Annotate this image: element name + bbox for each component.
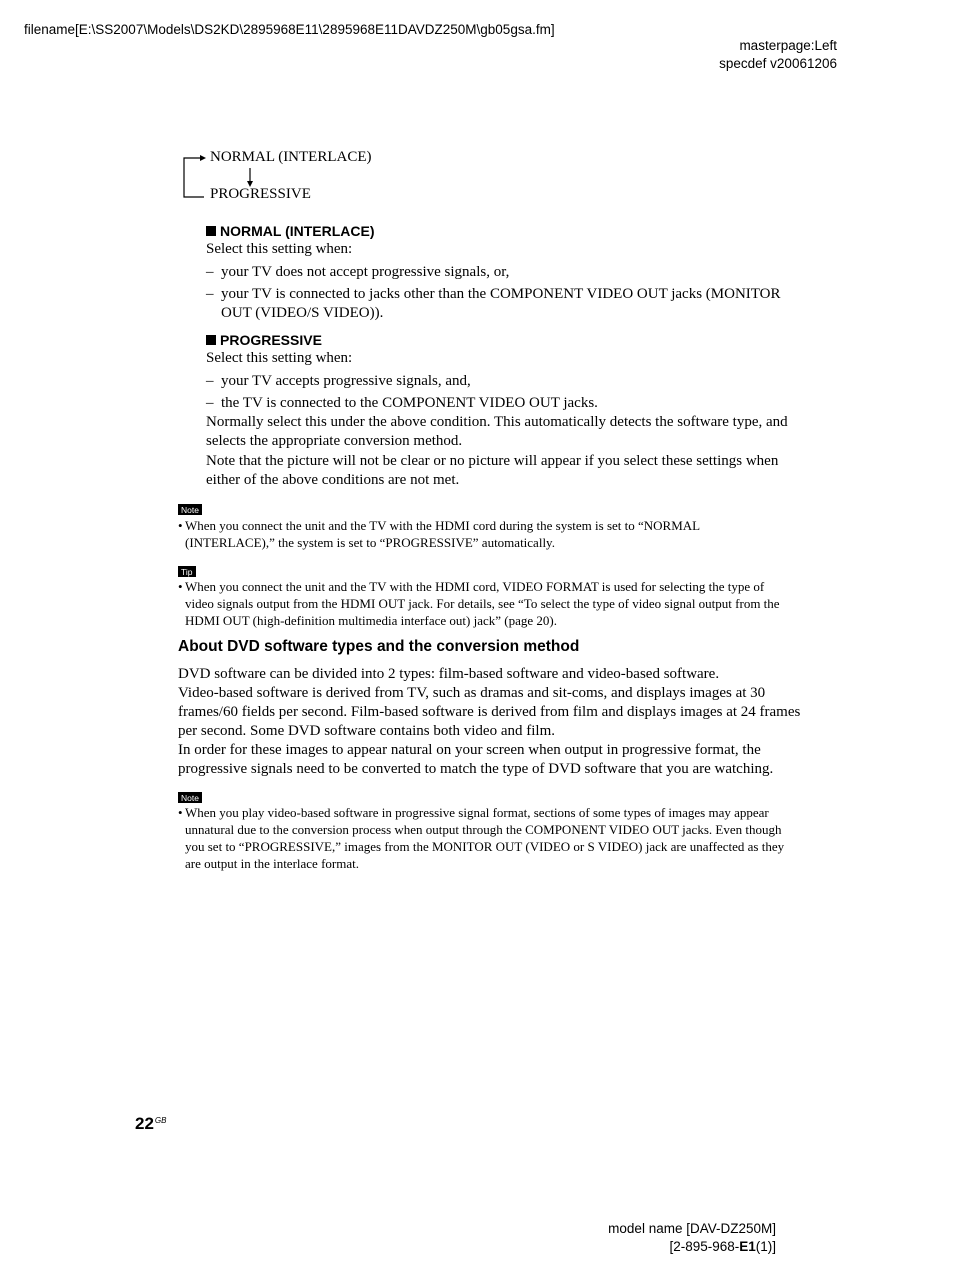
list-item: – your TV accepts progressive signals, and, xyxy=(206,373,471,389)
footer-model-name: model name [DAV-DZ250M] xyxy=(608,1221,776,1236)
square-bullet-icon xyxy=(206,226,216,236)
list-item: – your TV is connected to jacks other than the COMPONENT VIDEO OUT jacks (MONITOR OUT (VIDEO/S VIDEO)). xyxy=(206,286,781,321)
section-line: frames/60 fields per second. Film-based software is derived from film and displays images at 24 frames xyxy=(178,704,801,720)
diagram-label-progressive: PROGRESSIVE xyxy=(210,186,311,202)
progressive-paragraph-2: Note that the picture will not be clear or no picture will appear if you select these settings when either of the above conditions are not met. xyxy=(206,453,779,488)
note-2-text: • When you play video-based software in progressive signal format, sections of some types of images may appear unnatural due to the conversion process when output through the COMPONENT VIDEO OUT jacks. Even though you set to “PROGRESSIVE,” images from the MONITOR OUT (VIDEO or S VIDEO) jack are unaffected as they are output in the interlace format. xyxy=(178,805,785,871)
square-bullet-icon xyxy=(206,335,216,345)
section-line: progressive signals need to be converted to match the type of DVD software that you are watching. xyxy=(178,761,774,777)
section-line: per second. Some DVD software contains both video and film. xyxy=(178,723,555,739)
tip-badge: Tip xyxy=(178,566,196,577)
note-badge: Note xyxy=(178,504,202,515)
section-body xyxy=(178,665,800,779)
setting-cycle-diagram xyxy=(178,146,408,208)
list-item: – your TV does not accept progressive signals, or, xyxy=(206,264,510,280)
progressive-paragraph-1: Normally select this under the above condition. This automatically detects the software type, and selects the appropriate conversion method. xyxy=(206,414,788,449)
header-masterpage-block xyxy=(719,37,837,73)
section-line: Video-based software is derived from TV, such as dramas and sit-coms, and displays images at 30 xyxy=(178,685,766,701)
header-filename: filename[E:\SS2007\Models\DS2KD\2895968E11\2895968E11DAVDZ250M\gb05gsa.fm] xyxy=(24,22,555,37)
header-masterpage: masterpage:Left xyxy=(739,38,837,53)
normal-heading: NORMAL (INTERLACE) xyxy=(206,223,375,239)
normal-intro: Select this setting when: xyxy=(206,241,353,257)
section-title: About DVD software types and the conversion method xyxy=(178,638,580,655)
footer-part-code: [2-895-968-E1(1)] xyxy=(669,1239,776,1254)
list-item: – the TV is connected to the COMPONENT VIDEO OUT jacks. xyxy=(206,395,598,411)
note-badge: Note xyxy=(178,792,202,803)
header-specdef: specdef v20061206 xyxy=(719,56,837,71)
progressive-heading: PROGRESSIVE xyxy=(206,332,322,348)
page-number: $22^{GB}$ xyxy=(135,1114,167,1133)
section-line: DVD software can be divided into 2 types: film-based software and video-based software. xyxy=(178,666,720,682)
note-1-text: • When you connect the unit and the TV with the HDMI cord during the system is set to “NORMAL (INTERLACE),” the system is set to “PROGRESSIVE” automatically. xyxy=(178,518,701,550)
section-line: In order for these images to appear natural on your screen when output in progressive format, the xyxy=(178,742,761,758)
progressive-intro: Select this setting when: xyxy=(206,350,353,366)
footer-model-info xyxy=(608,1220,776,1256)
tip-1-text: • When you connect the unit and the TV with the HDMI cord, VIDEO FORMAT is used for selecting the type of video signals output from the HDMI OUT jack. For details, see “To select the type of video signal output from the HDMI OUT (high-definition multimedia interface out) jack” (page 20). xyxy=(178,579,780,628)
diagram-label-normal: NORMAL (INTERLACE) xyxy=(210,149,372,165)
